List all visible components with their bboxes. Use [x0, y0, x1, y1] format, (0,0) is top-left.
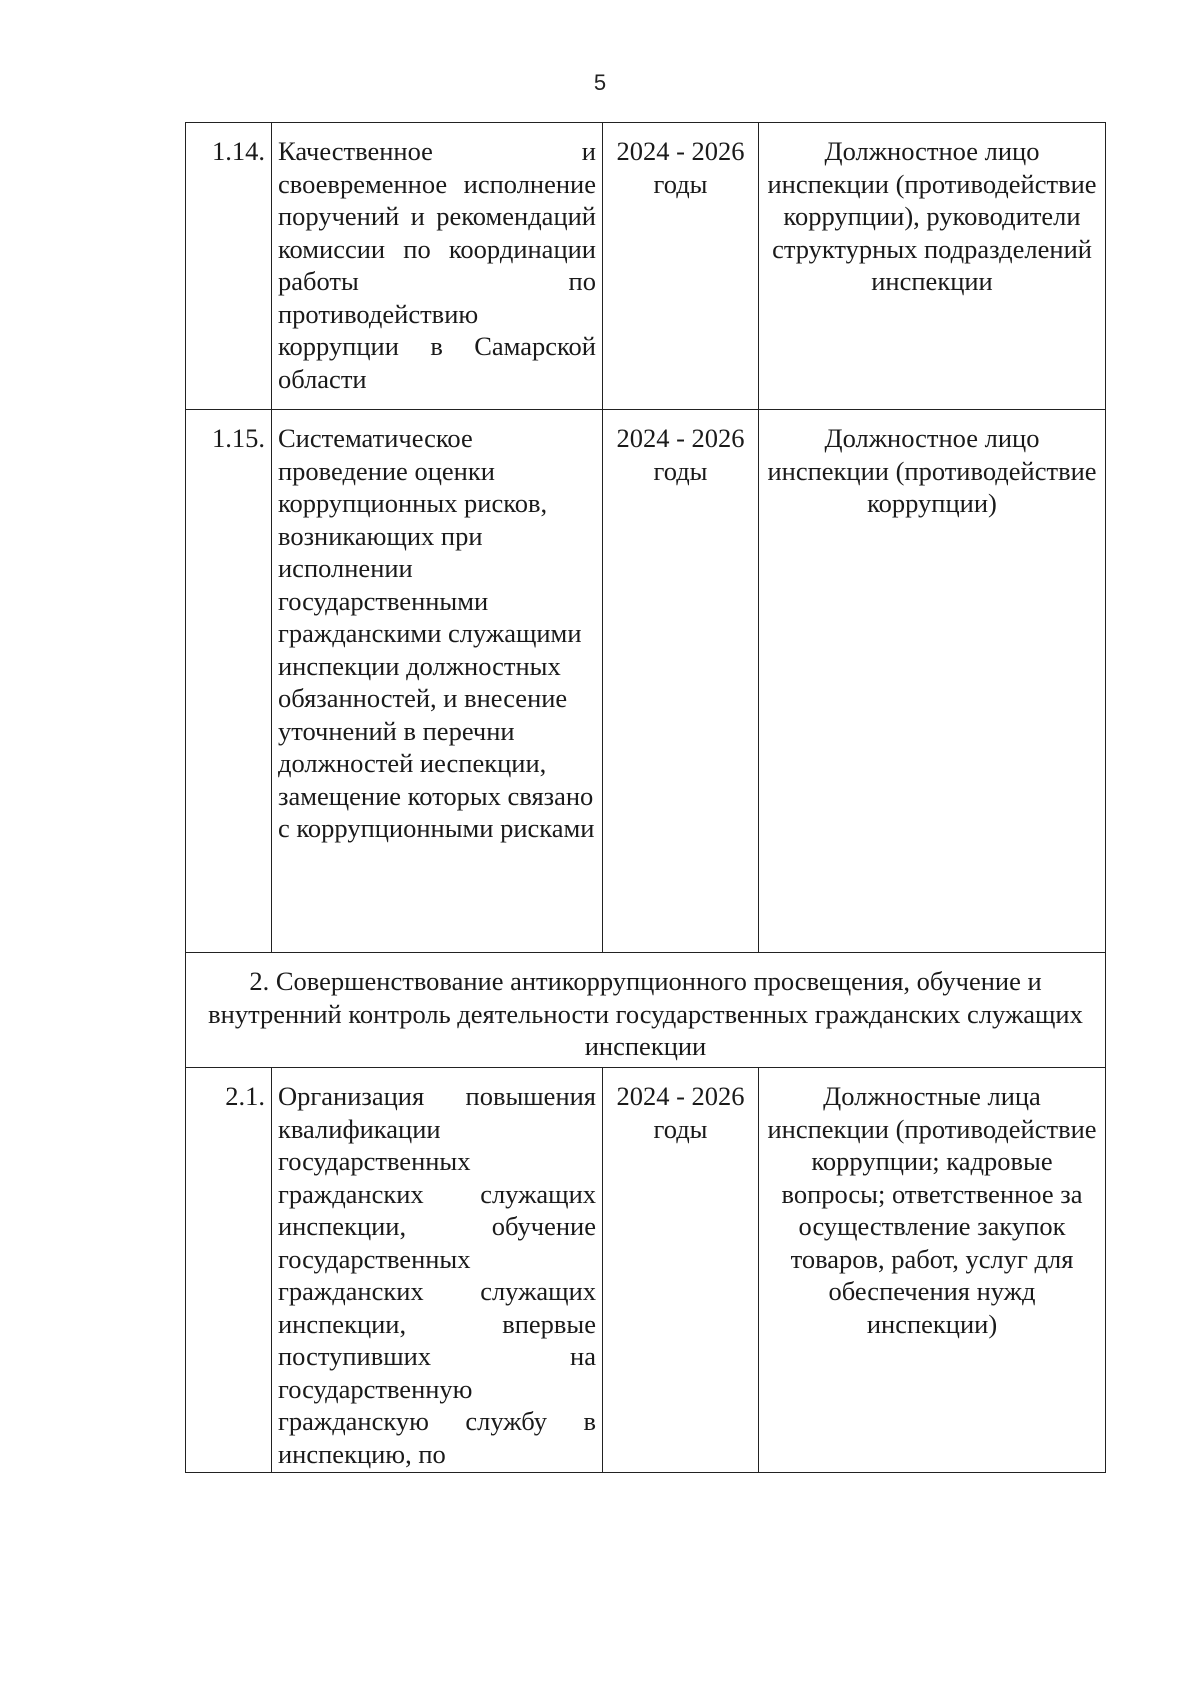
table-row — [186, 123, 1106, 410]
responsible-persons: Должностное лицо инспекции (противодействие коррупции), руководители структурных подразделений инспекции — [759, 123, 1106, 410]
deadline: 2024 - 2026 годы — [603, 410, 759, 953]
responsible-persons: Должностные лица инспекции (противодействие коррупции; кадровые вопросы; ответственное за осуществление закупок товаров, работ, услуг для обеспечения нужд инспекции) — [759, 1068, 1106, 1473]
item-number: 1.14. — [186, 123, 272, 410]
section-title: 2. Совершенствование антикоррупционного просвещения, обучение и внутренний контроль деятельности государственных гражданских служащих инспекции — [186, 953, 1106, 1068]
section-heading-row — [186, 953, 1106, 1068]
item-number: 2.1. — [186, 1068, 272, 1473]
measure-description: Систематическое проведение оценки коррупционных рисков, возникающих при исполнении государственными гражданскими служащими инспекции должностных обязанностей, и внесение уточнений в перечни должностей иеспекции, замещение которых связано с коррупционными рисками — [272, 410, 603, 953]
responsible-persons: Должностное лицо инспекции (противодействие коррупции) — [759, 410, 1106, 953]
measure-description: Качественное и своевременное исполнение поручений и рекомендаций комиссии по координации работы по противодействию коррупции в Самарской области — [272, 123, 603, 410]
page-number: 5 — [593, 70, 607, 95]
item-number: 1.15. — [186, 410, 272, 953]
table-row — [186, 1068, 1106, 1473]
measures-table — [185, 122, 1106, 1473]
deadline: 2024 - 2026 годы — [603, 123, 759, 410]
measure-description: Организация повышения квалификации государственных гражданских служащих инспекции, обучение государственных гражданских служащих инспекции, впервые поступивших на государственную гражданскую службу в инспекцию, по — [272, 1068, 603, 1473]
deadline: 2024 - 2026 годы — [603, 1068, 759, 1473]
table-row — [186, 410, 1106, 953]
